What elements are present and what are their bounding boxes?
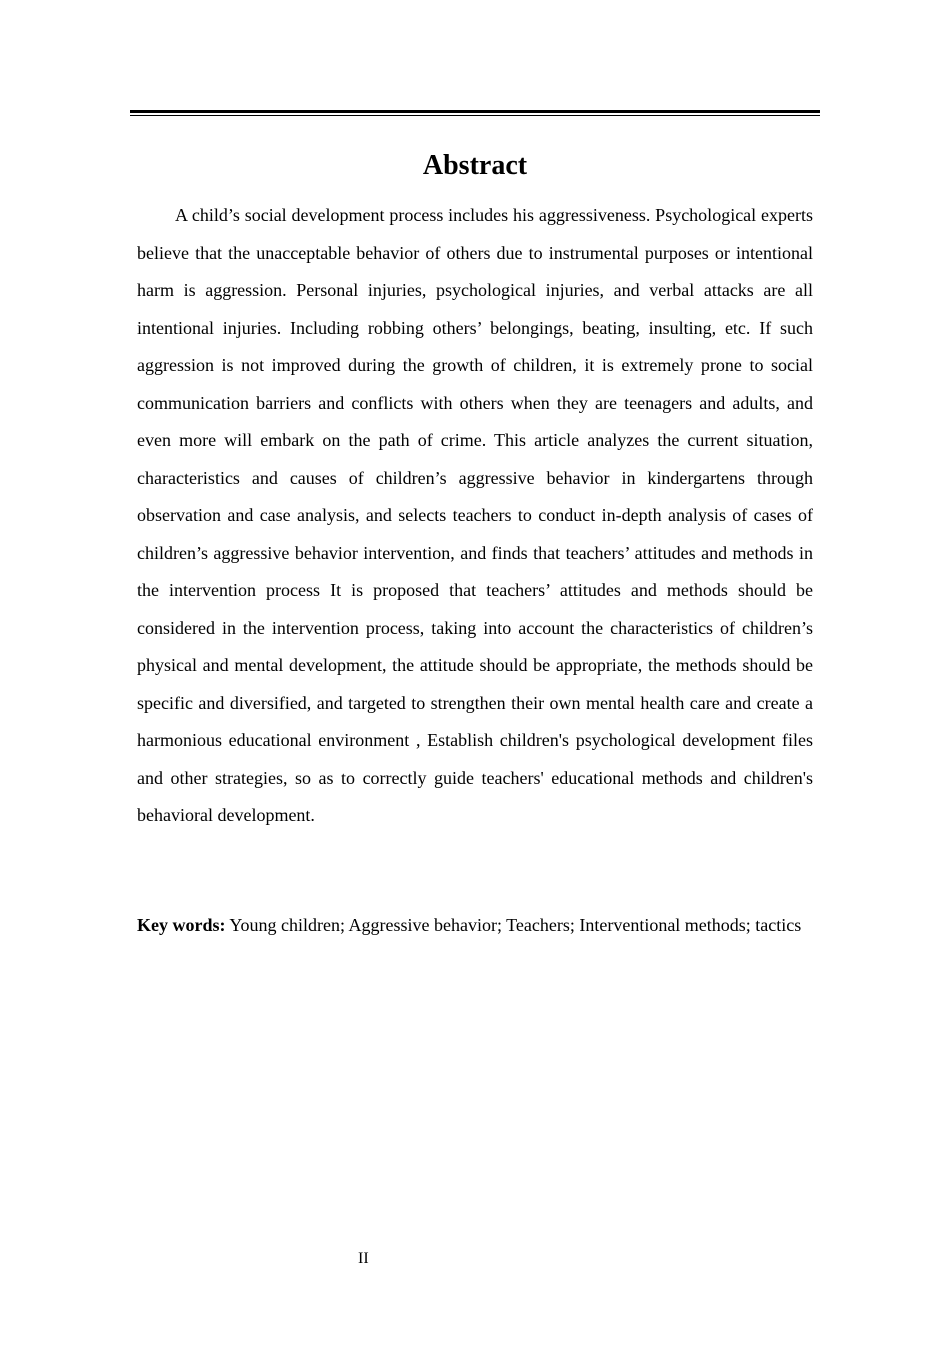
keywords-line: [137, 907, 813, 945]
header-double-rule: [130, 110, 820, 116]
keywords-text: Young children; Aggressive behavior; Teachers; Interventional methods; tactics: [229, 915, 802, 935]
page-number: II: [358, 1250, 369, 1267]
abstract-title: Abstract: [422, 150, 528, 181]
keywords-label: Key words:: [137, 915, 226, 935]
abstract-body: A child’s social development process includes his aggressiveness. Psychological experts believe that the unacceptable behavior of others due to instrumental purposes or intentional harm is aggression. Personal injuries, psychological injuries, and verbal attacks are all intentional injuries. Including robbing others’ belongings, beating, insulting, etc. If such aggression is not improved during the growth of children, it is extremely prone to social communication barriers and conflicts with others when they are teenagers and adults, and even more will embark on the path of crime. This article analyzes the current situation, characteristics and causes of children’s aggressive behavior in kindergartens through observation and case analysis, and selects teachers to conduct in-depth analysis of cases of children’s aggressive behavior intervention, and finds that teachers’ attitudes and methods in the intervention process It is proposed that teachers’ attitudes and methods should be considered in the intervention process, taking into account the characteristics of children’s physical and mental development, the attitude should be appropriate, the methods should be specific and diversified, and targeted to strengthen their own mental health care and create a harmonious educational environment , Establish children's psychological development files and other strategies, so as to correctly guide teachers' educational methods and children's behavioral development.: [137, 205, 813, 825]
